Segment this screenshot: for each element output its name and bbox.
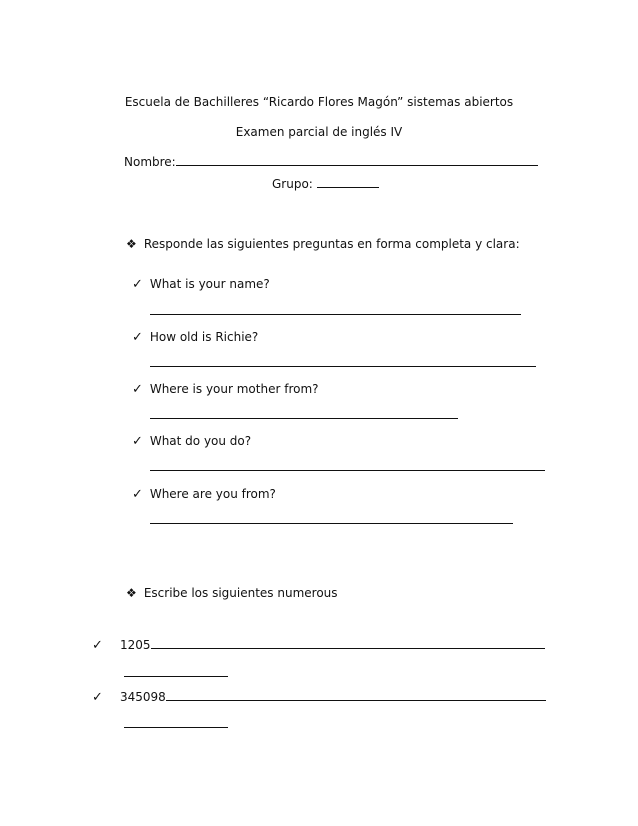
question-text: Where is your mother from? xyxy=(149,382,319,396)
exam-title: Examen parcial de inglés IV xyxy=(235,125,403,139)
checkmark-icon: ✓ xyxy=(132,330,143,345)
checkmark-icon: ✓ xyxy=(92,690,103,705)
group-blank xyxy=(317,175,379,188)
question-item xyxy=(132,381,319,398)
checkmark-icon: ✓ xyxy=(132,434,143,449)
question-text: Where are you from? xyxy=(149,487,276,501)
number-value: 1205 xyxy=(120,638,151,652)
answer-line xyxy=(150,314,521,315)
checkmark-icon: ✓ xyxy=(132,487,143,502)
question-text: What do you do? xyxy=(149,434,252,448)
number-value: 345098 xyxy=(120,690,166,704)
question-item xyxy=(132,276,270,293)
section2-instruction xyxy=(126,585,338,601)
answer-line xyxy=(150,470,545,471)
checkmark-icon: ✓ xyxy=(132,277,143,292)
name-label: Nombre: xyxy=(124,155,176,169)
number-blank xyxy=(166,688,546,701)
answer-line xyxy=(150,523,513,524)
question-item xyxy=(132,329,258,346)
checkmark-icon: ✓ xyxy=(132,382,143,397)
section1-instruction-text: Responde las siguientes preguntas en forma completa y clara: xyxy=(143,237,520,251)
name-line xyxy=(124,153,538,170)
group-line xyxy=(272,175,379,192)
section1-instruction xyxy=(126,236,520,252)
name-blank xyxy=(176,153,538,166)
question-text: How old is Richie? xyxy=(149,330,259,344)
checkmark-icon: ✓ xyxy=(92,638,103,653)
number-blank-continuation xyxy=(124,727,228,728)
number-item xyxy=(92,636,545,654)
question-item xyxy=(132,433,251,450)
question-text: What is your name? xyxy=(149,277,270,291)
diamond-bullet-icon: ❖ xyxy=(126,586,137,600)
group-label: Grupo: xyxy=(272,177,313,191)
question-item xyxy=(132,486,276,503)
diamond-bullet-icon: ❖ xyxy=(126,237,137,251)
number-blank xyxy=(151,636,545,649)
number-item xyxy=(92,688,546,706)
school-title: Escuela de Bachilleres “Ricardo Flores Magón” sistemas abiertos xyxy=(124,95,514,109)
number-blank-continuation xyxy=(124,676,228,677)
answer-line xyxy=(150,366,536,367)
answer-line xyxy=(150,418,458,419)
section2-instruction-text: Escribe los siguientes numerous xyxy=(143,586,338,600)
